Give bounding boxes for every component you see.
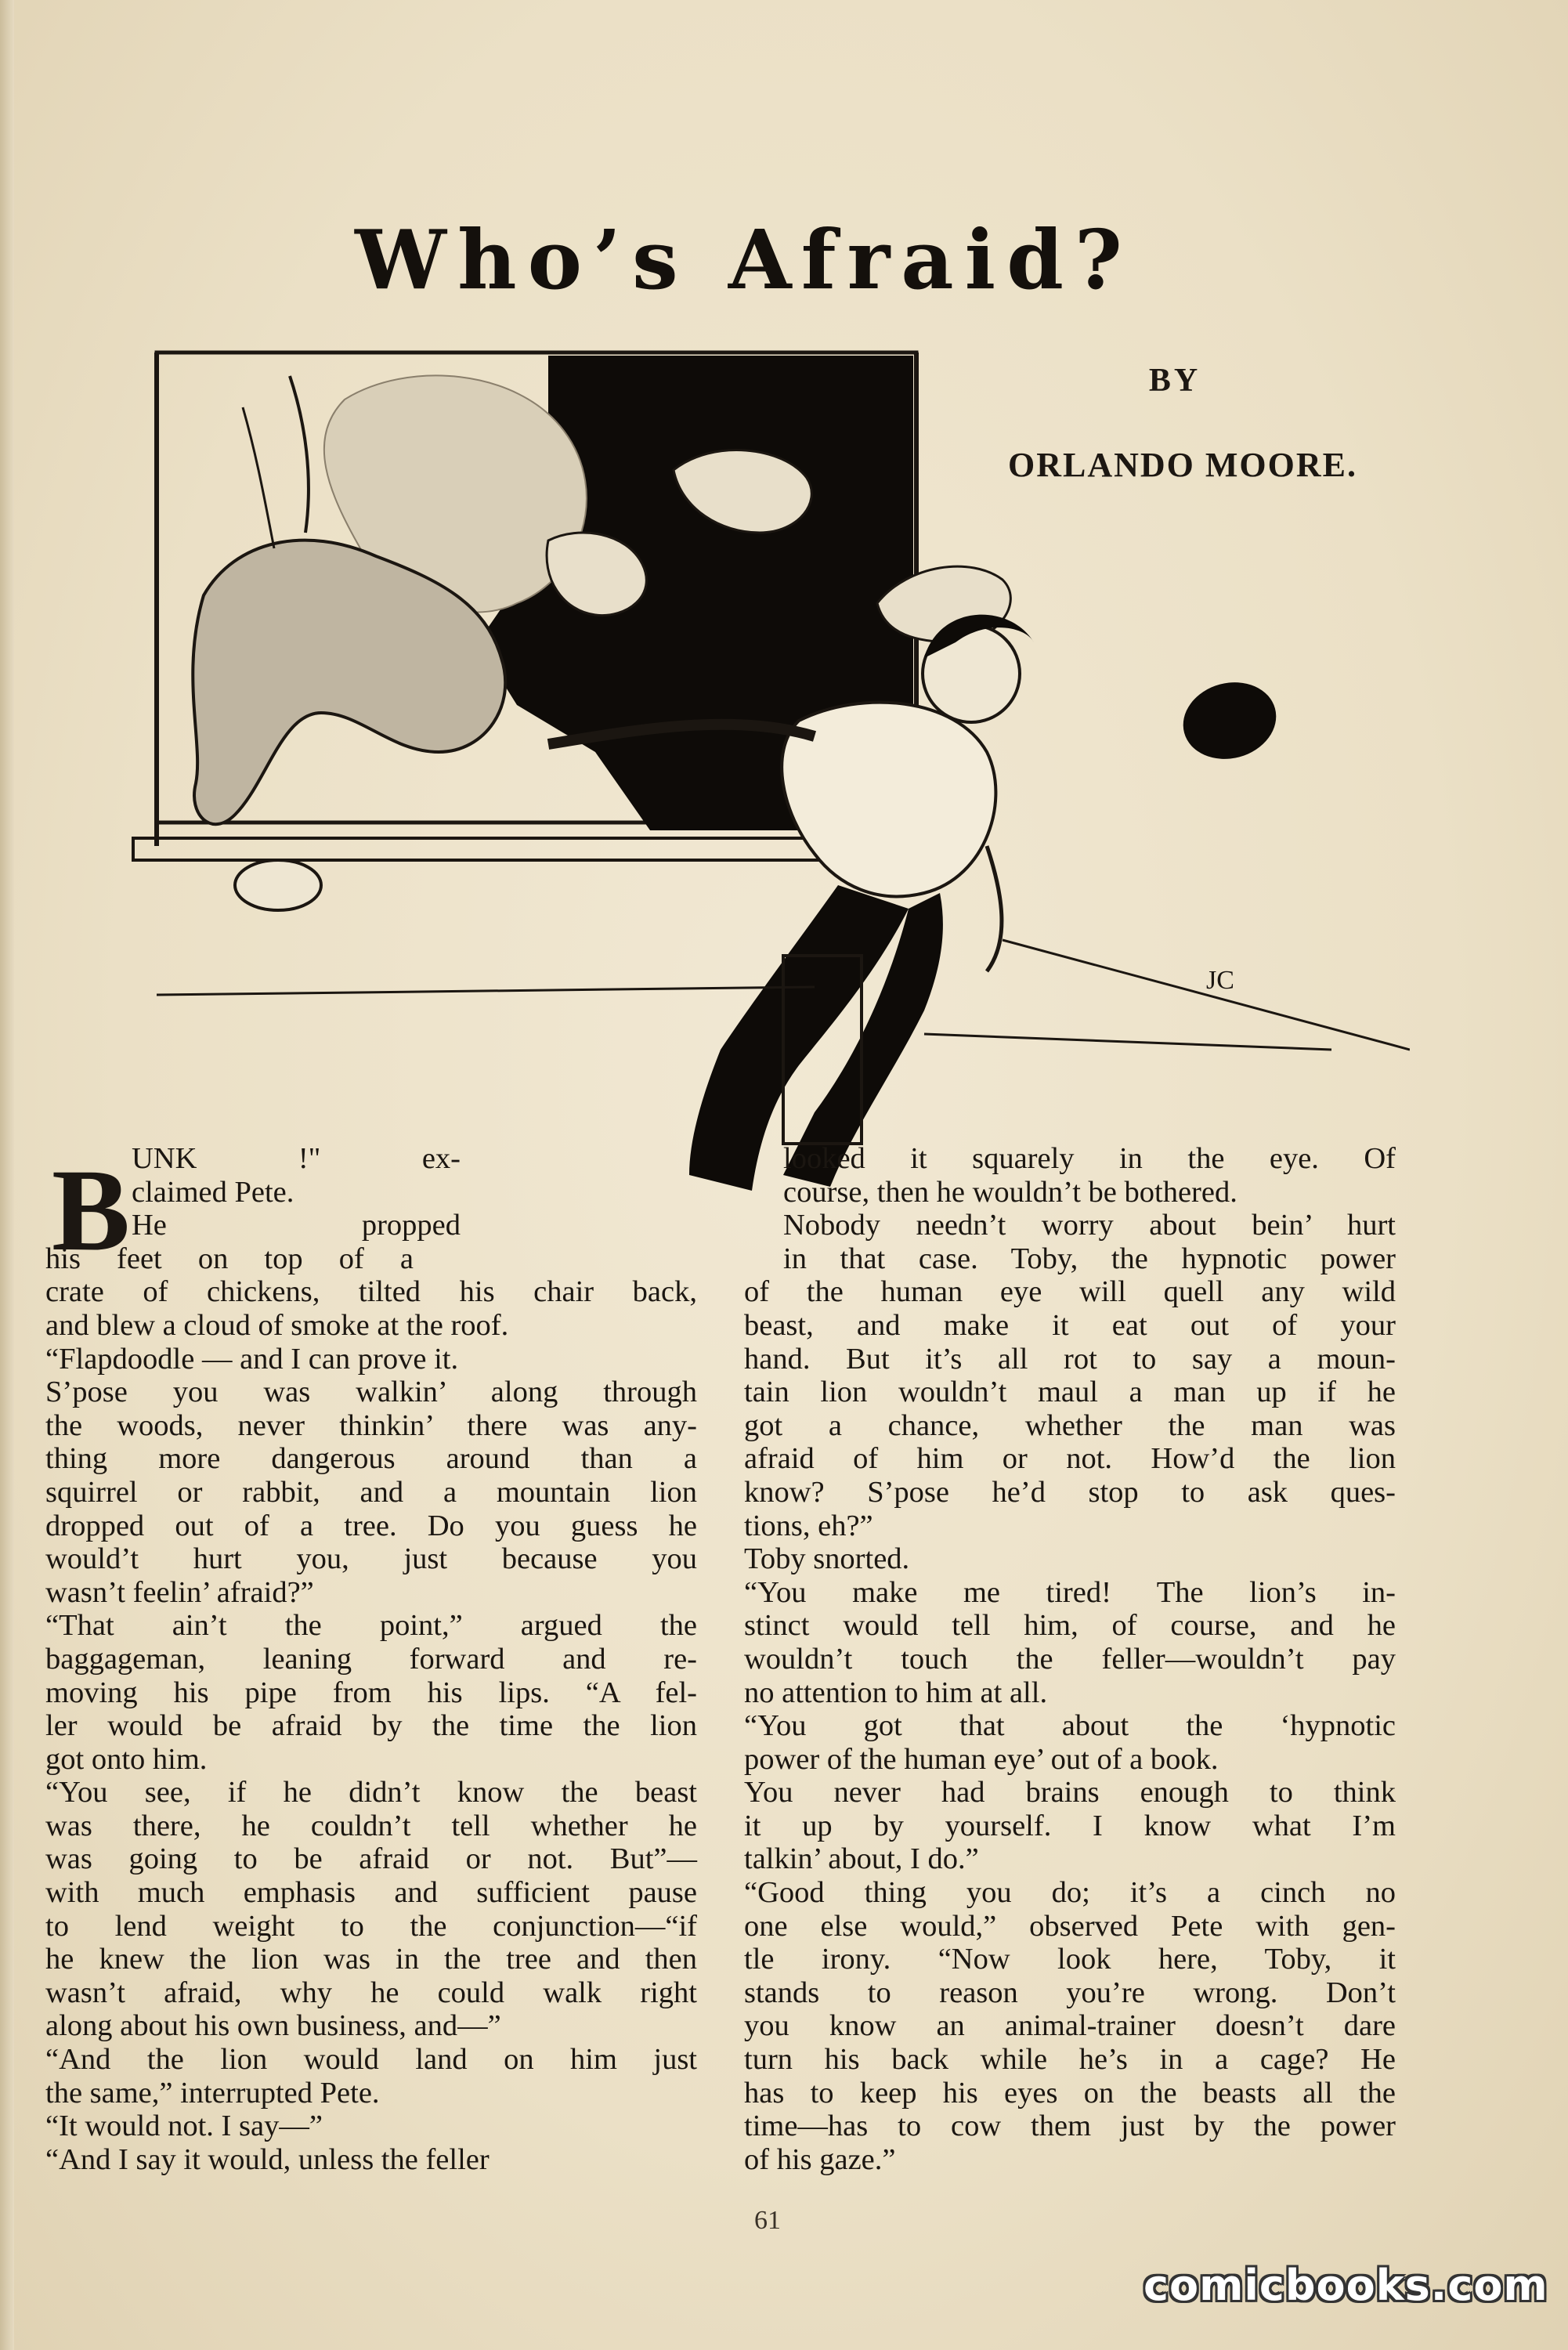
text-line: wasn’t afraid, why he could walk right: [45, 1976, 697, 2009]
text-line: with much emphasis and sufficient pause: [45, 1876, 697, 1910]
text-line: to lend weight to the conjunction—“if: [45, 1909, 697, 1943]
text-line: claimed Pete.: [132, 1175, 294, 1209]
text-line: was going to be afraid or not. But”—: [45, 1842, 697, 1876]
text-line: got a chance, whether the man was: [744, 1408, 1396, 1442]
text-line: the woods, never thinkin’ there was any-: [45, 1408, 697, 1442]
text-line: “And I say it would, unless the feller: [45, 2142, 490, 2176]
text-line: you know an animal-trainer doesn’t dare: [744, 2009, 1396, 2043]
text-line: tions, eh?”: [744, 1509, 873, 1542]
text-line: squirrel or rabbit, and a mountain lion: [45, 1475, 697, 1509]
text-line: know? S’pose he’d stop to ask ques-: [744, 1475, 1396, 1509]
text-line: “That ain’t the point,” argued the: [45, 1609, 697, 1643]
text-line: S’pose you was walkin’ along through: [45, 1376, 697, 1409]
right-column: [744, 1142, 1396, 2176]
watermark-logo: comicbooks.com: [1143, 2261, 1548, 2310]
text-line: “You got that about the ‘hypnotic: [744, 1709, 1396, 1743]
text-line: stinct would tell him, of course, and he: [744, 1609, 1396, 1643]
story-illustration: [110, 345, 1410, 1238]
text-line: time—has to cow them just by the power: [744, 2110, 1396, 2143]
left-column: [45, 1142, 697, 2176]
text-line: tle irony. “Now look here, Toby, it: [744, 1943, 1396, 1976]
text-line: crate of chickens, tilted his chair back,: [45, 1275, 697, 1309]
text-line: UNK !" ex-: [132, 1142, 461, 1175]
text-line: of his gaze.”: [744, 2142, 896, 2176]
text-line: has to keep his eyes on the beasts all the: [744, 2076, 1396, 2110]
text-line: he knew the lion was in the tree and then: [45, 1943, 697, 1976]
text-line: of the human eye will quell any wild: [744, 1275, 1396, 1309]
text-line: turn his back while he’s in a cage? He: [744, 2043, 1396, 2077]
text-line: Toby snorted.: [744, 1542, 910, 1576]
artist-signature: JC: [1206, 966, 1234, 995]
text-line: it up by yourself. I know what I’m: [744, 1809, 1396, 1842]
text-line: course, then he wouldn’t be bothered.: [783, 1175, 1237, 1209]
text-line: his feet on top of a: [45, 1242, 414, 1275]
text-line: ler would be afraid by the time the lion: [45, 1709, 697, 1743]
text-line: wasn’t feelin’ afraid?”: [45, 1575, 314, 1609]
text-line: “You make me tired! The lion’s in-: [744, 1575, 1396, 1609]
text-line: one else would,” observed Pete with gen-: [744, 1909, 1396, 1943]
page-number: 61: [754, 2206, 781, 2235]
text-line: “Flapdoodle — and I can prove it.: [45, 1342, 459, 1376]
text-line: dropped out of a tree. Do you guess he: [45, 1509, 697, 1542]
text-line: talkin’ about, I do.”: [744, 1842, 979, 1876]
byline-by: BY: [1148, 363, 1201, 399]
page-edge-shadow: [0, 0, 14, 2350]
text-line: and blew a cloud of smoke at the roof.: [45, 1308, 509, 1342]
text-line: was there, he couldn’t tell whether he: [45, 1809, 697, 1842]
text-line: in that case. Toby, the hypnotic power: [783, 1242, 1396, 1275]
top-hat: [1175, 672, 1285, 769]
text-line: baggageman, leaning forward and re-: [45, 1642, 697, 1676]
drop-cap: B: [52, 1145, 131, 1275]
boot-left: [235, 860, 321, 910]
text-line: afraid of him or not. How’d the lion: [744, 1442, 1396, 1476]
text-line: moving his pipe from his lips. “A fel-: [45, 1676, 697, 1709]
man-hand: [987, 846, 1002, 971]
text-line: “Good thing you do; it’s a cinch no: [744, 1876, 1396, 1910]
text-line: the same,” interrupted Pete.: [45, 2076, 380, 2110]
text-line: would’t hurt you, just because you: [45, 1542, 697, 1576]
text-line: no attention to him at all.: [744, 1676, 1048, 1709]
text-line: “You see, if he didn’t know the beast: [45, 1776, 697, 1810]
text-line: tain lion wouldn’t maul a man up if he: [744, 1376, 1396, 1409]
text-line: “It would not. I say—”: [45, 2110, 323, 2143]
text-line: beast, and make it eat out of your: [744, 1308, 1396, 1342]
text-line: hand. But it’s all rot to say a moun-: [744, 1342, 1396, 1376]
text-line: He propped: [132, 1209, 461, 1242]
text-line: thing more dangerous around than a: [45, 1442, 697, 1476]
text-line: You never had brains enough to think: [744, 1776, 1396, 1810]
text-line: along about his own business, and—”: [45, 2009, 501, 2043]
text-line: “And the lion would land on him just: [45, 2043, 697, 2077]
text-line: got onto him.: [45, 1742, 208, 1776]
text-line: wouldn’t touch the feller—wouldn’t pay: [744, 1642, 1396, 1676]
text-line: Nobody needn’t worry about bein’ hurt: [783, 1209, 1396, 1242]
text-line: stands to reason you’re wrong. Don’t: [744, 1976, 1396, 2009]
text-line: looked it squarely in the eye. Of: [783, 1142, 1396, 1175]
text-line: power of the human eye’ out of a book.: [744, 1742, 1219, 1776]
story-title: Who’s Afraid?: [355, 212, 1133, 308]
byline-author: ORLANDO MOORE.: [1008, 446, 1357, 484]
